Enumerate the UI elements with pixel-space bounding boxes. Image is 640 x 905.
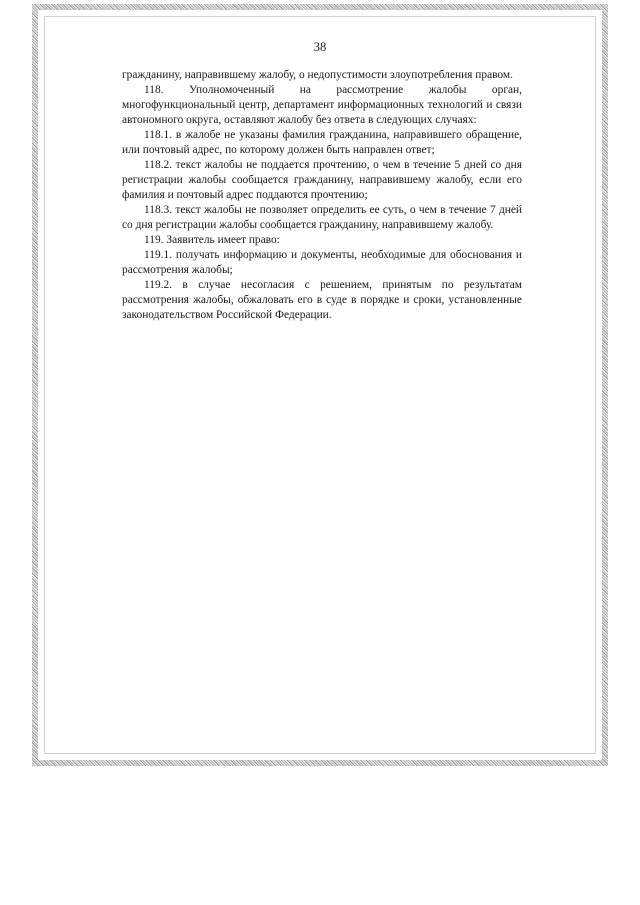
document-body <box>122 68 522 323</box>
paragraph-119-1: 119.1. получать информацию и документы, необходимые для обоснования и рассмотрения жалобы; <box>122 249 522 276</box>
scanned-page-frame <box>32 4 608 766</box>
paragraph-118: 118. Уполномоченный на рассмотрение жалобы орган, многофункциональный центр, департамент информационных технологий и связи автономного округа, оставляют жалобу без ответа в следующих случаях: <box>122 84 522 126</box>
paragraph-118-1: 118.1. в жалобе не указаны фамилия гражданина, направившего обращение, или почтовый адрес, по которому должен быть направлен ответ; <box>122 129 522 156</box>
paragraph-119-2: 119.2. в случае несогласия с решением, принятым по результатам рассмотрения жалобы, обжаловать его в суде в порядке и сроки, установленные законодательством Российской Федерации. <box>122 279 522 321</box>
paragraph-119: 119. Заявитель имеет право: <box>144 234 280 246</box>
paragraph-continuation: гражданину, направившему жалобу, о недопустимости злоупотребления правом. <box>122 69 513 81</box>
page-number: 38 <box>313 40 327 54</box>
paragraph-118-3: 118.3. текст жалобы не позволяет определить ее суть, о чем в течение 7 дней со дня регистрации жалобы сообщается гражданину, направившему жалобу. <box>122 204 522 231</box>
paragraph-118-2: 118.2. текст жалобы не поддается прочтению, о чем в течение 5 дней со дня регистрации жалобы сообщается гражданину, направившему жалобу, если его фамилия и почтовый адрес поддаются прочтению; <box>122 159 522 201</box>
